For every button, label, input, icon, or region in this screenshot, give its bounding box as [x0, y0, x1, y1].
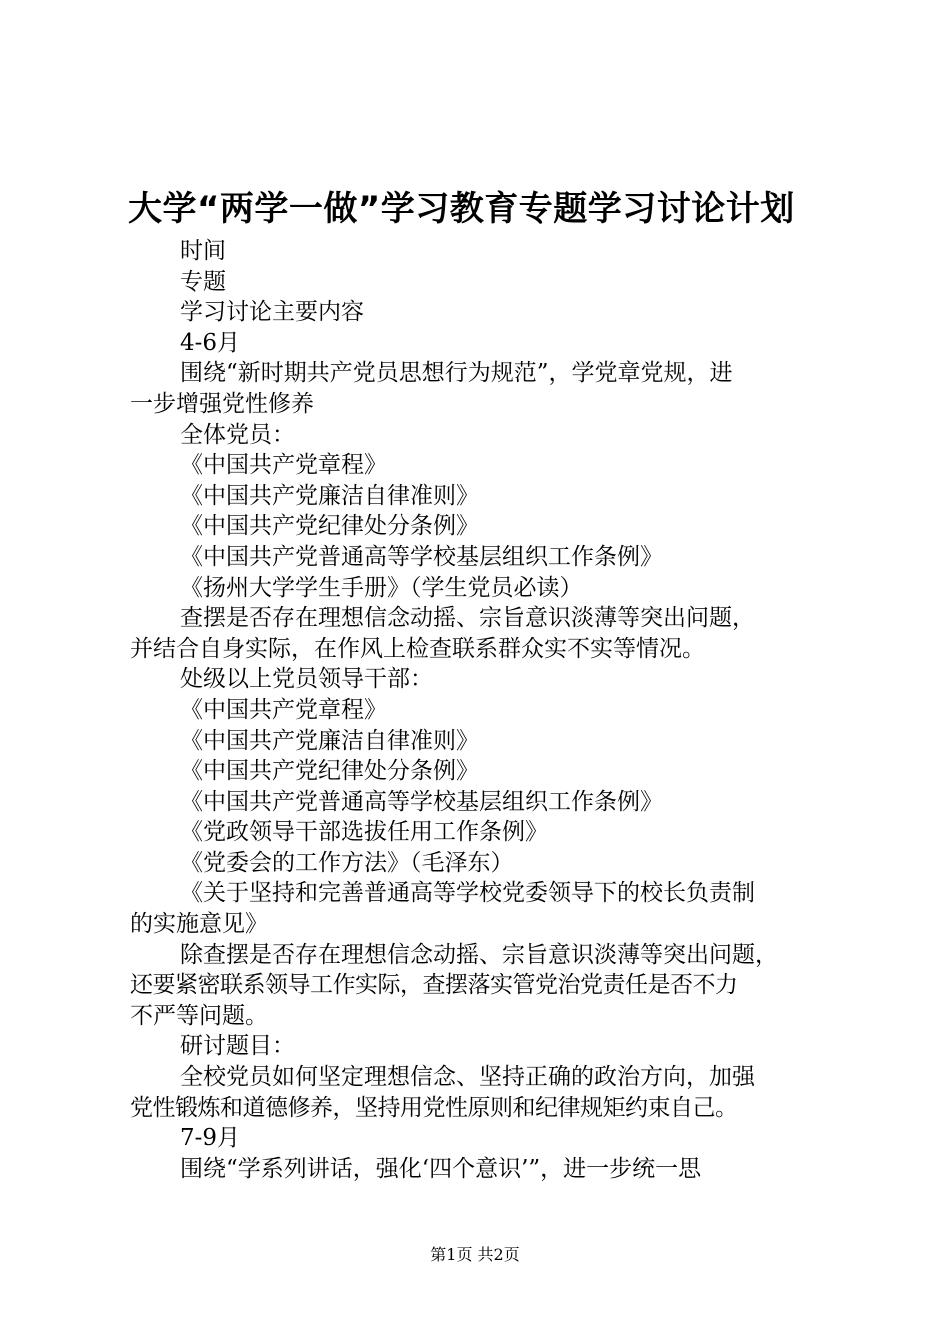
document-line: 一步增强党性修养	[130, 390, 314, 417]
document-line: 党性锻炼和道德修养，坚持用党性原则和纪律规矩约束自己。	[130, 1094, 738, 1121]
document-line: 不严等问题。	[130, 1002, 268, 1029]
document-line: 7-9月	[180, 1125, 241, 1152]
document-line: 全校党员如何坚定理想信念、坚持正确的政治方向，加强	[180, 1064, 755, 1091]
document-line: 《扬州大学学生手册》（学生党员必读）	[180, 574, 583, 601]
document-line: 《党委会的工作方法》（毛泽东）	[180, 849, 514, 876]
document-line: 《中国共产党廉洁自律准则》	[180, 482, 479, 509]
page-footer: 第1页 共2页	[430, 1245, 520, 1264]
document-line: 《中国共产党廉洁自律准则》	[180, 727, 479, 754]
document-line: 查摆是否存在理想信念动摇、宗旨意识淡薄等突出问题，	[180, 605, 755, 632]
document-line: 《中国共产党普通高等学校基层组织工作条例》	[180, 788, 663, 815]
document-line: 专题	[180, 268, 226, 295]
document-line: 除查摆是否存在理想信念动摇、宗旨意识淡薄等突出问题，	[180, 941, 778, 968]
document-line: 《中国共产党普通高等学校基层组织工作条例》	[180, 543, 663, 570]
document-line: 围绕“学系列讲话，强化‘四个意识’”，进一步统一思	[180, 1155, 702, 1182]
document-line: 《关于坚持和完善普通高等学校党委领导下的校长负责制	[180, 880, 755, 907]
document-line: 还要紧密联系领导工作实际，查摆落实管党治党责任是否不力	[130, 972, 738, 999]
document-line: 的实施意见》	[130, 911, 268, 938]
document-line: 研讨题目：	[180, 1033, 295, 1060]
document-line: 全体党员：	[180, 421, 295, 448]
document-line: 《党政领导干部选拔任用工作条例》	[180, 819, 548, 846]
document-line: 处级以上党员领导干部：	[180, 666, 433, 693]
document-line: 并结合自身实际，在作风上检查联系群众实不实等情况。	[130, 635, 705, 662]
document-line: 《中国共产党章程》	[180, 696, 387, 723]
document-body	[130, 236, 835, 1184]
document-line: 《中国共产党纪律处分条例》	[180, 513, 479, 540]
document-line: 《中国共产党纪律处分条例》	[180, 758, 479, 785]
document-line: 时间	[180, 238, 226, 264]
document-title: 大学“两学一做”学习教育专题学习讨论计划	[128, 189, 795, 229]
document-line: 学习讨论主要内容	[180, 299, 364, 326]
document-line: 4-6月	[180, 329, 241, 356]
document-line: 围绕“新时期共产党员思想行为规范”，学党章党规，进	[180, 360, 733, 387]
document-line: 《中国共产党章程》	[180, 452, 387, 479]
